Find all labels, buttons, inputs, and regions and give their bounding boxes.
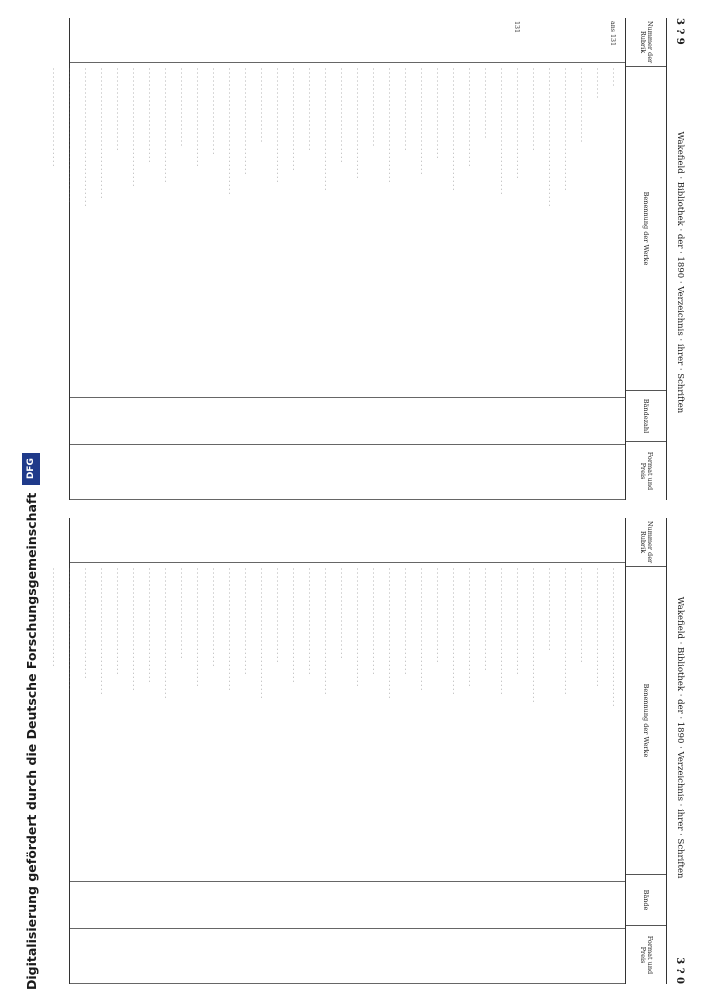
right-page (49, 518, 689, 984)
left-running-head (671, 18, 689, 500)
table-row (139, 518, 155, 984)
right-table (49, 518, 667, 984)
table-row (203, 18, 219, 500)
table-row (171, 518, 187, 984)
table-row (155, 18, 171, 500)
table-row (267, 18, 283, 500)
table-row (379, 518, 395, 984)
row-title: · · · · · · · · (593, 68, 600, 99)
row-title: · · · · · · · · · · · · · · · · · · · · · (545, 568, 552, 651)
table-row (171, 18, 187, 500)
row-title: · · · · · · · · · · · · · · · · · · · · · · · · · · · · · · · · · (385, 568, 392, 699)
table-row (507, 18, 523, 500)
header-count: Bände (626, 875, 666, 926)
table-row (427, 18, 443, 500)
row-title: · · · · · · · · · · · · · · · · · · · · · · · · (145, 68, 152, 163)
row-title: · · · · · · · · · · · · · · · · · · · · · · · · · · · · · · · · (97, 568, 104, 695)
table-row (347, 18, 363, 500)
table-row (587, 18, 603, 500)
row-title: · · · · · · · · · · · · · · · · · · · · · (529, 68, 536, 151)
row-title: · · · · · · · · · · · · · · · · · · · · · · · · · · · · · · · (321, 68, 328, 191)
table-row (267, 518, 283, 984)
row-title: · · · · · · · · · · · · · · · · · · · · · · · · · · · (417, 68, 424, 175)
row-title: · · · · · · · · · · · · · · · · · · · · · · · · (433, 568, 440, 663)
row-number: ans 131 (609, 21, 616, 47)
row-title: · · · · · · · · · · · · · · · · · · · · · · · (177, 568, 184, 659)
table-row (315, 18, 331, 500)
row-title: · · · · · · · · · · · · · · · · · · · · · · · · · · · · · · · · · · (529, 568, 536, 703)
table-row (235, 18, 251, 500)
row-title: · · · · · · · · · · · · · · · · · · · · · · · · · · · · · (273, 68, 280, 183)
dfg-logo-icon: DFG (22, 453, 40, 485)
row-title: · · · · · · · · · · · · · · · · · · · · · · · · · · · · · · · · (321, 568, 328, 695)
row-title: · · · · · · · · · · · · · · · · · · · · · · · · · · · · · · · · · · (65, 68, 72, 203)
row-title: · · · · · · · · · · · · · · · · · · · · · · · · · · · · (81, 568, 88, 679)
table-row (75, 18, 91, 500)
row-title: · · · · · · · · · · · · · · · · · · · · · · · · (577, 568, 584, 663)
header-size: Format und Preis (639, 935, 654, 975)
row-title: · · · · · · · · · · · · · · · · · · · · · · · (433, 68, 440, 159)
table-row (539, 18, 555, 500)
left-table-header (625, 18, 666, 500)
row-title: · · · · · · · · · · · · · · · · · · · · · · · · · · · · · · (193, 568, 200, 687)
table-row (475, 18, 491, 500)
row-title: · · · · · · · · · · · · · · · · · · · · · · · · (273, 568, 280, 663)
table-row (555, 18, 571, 500)
table-row (523, 18, 539, 500)
row-title: · · · · · · · · · · · · · · · · · · · · · · · · · · · · · · · · · · · (609, 568, 616, 707)
table-row (91, 18, 107, 500)
table-row (603, 18, 619, 500)
row-title: · · · · · · · · · · · · · · · · · · · · · · · (337, 568, 344, 659)
row-title: · · · · · · · · · · · · · · · · · · · · · · · · · · · · · · · · (497, 68, 504, 195)
credit-strip (0, 0, 39, 1000)
row-title: · · · · · · · · · · · · · · · · · · · · · · · · · (193, 68, 200, 167)
table-row (331, 18, 347, 500)
table-row (491, 18, 507, 500)
row-title: · · · · · · · · · · · · · · · · · · · · · · · · · · · (113, 568, 120, 675)
left-table (49, 18, 667, 500)
table-row (219, 518, 235, 984)
row-title: · · · · · · · · · · · · · · · · · · · · · · · · (337, 68, 344, 163)
row-title: · · · · · · · · · · · · · · · · · · · · · · · · · · · (513, 568, 520, 675)
left-page-number: 3 ? 9 (674, 18, 686, 45)
table-row (555, 518, 571, 984)
table-row (219, 18, 235, 500)
table-row (43, 518, 59, 984)
row-title: · · · · · (609, 68, 616, 87)
row-title: · · · · · · · · · · · · · · · · · · · · · · · · · · (481, 568, 488, 671)
table-row (331, 518, 347, 984)
table-row (75, 518, 91, 984)
row-title: · · · · · · · · · · · · · · · · · · · · · · · · · · · · · · · · · (97, 68, 104, 199)
row-title: · · · · · · · · · · · · · · · · · · · · (369, 68, 376, 147)
row-title: · · · · · · · · · · · · · · · · · · · · · · · · · · · (369, 568, 376, 675)
table-row (235, 518, 251, 984)
row-title: · · · · · · · · · · · · · · · · · · · · · · · · · · · · · · · · (449, 568, 456, 695)
table-row (315, 518, 331, 984)
table-row (139, 18, 155, 500)
row-number: 131 (513, 21, 520, 34)
table-row (395, 518, 411, 984)
table-row (347, 518, 363, 984)
row-title: · · · · · · · · · · · · · · · · · · · (577, 68, 584, 143)
table-row (43, 18, 59, 500)
row-title: · · · · · · · · · · · · · · · · · · · · · · · · · · · · · (289, 568, 296, 683)
left-table-body (49, 18, 625, 500)
table-row (91, 518, 107, 984)
row-title: · · · · · · · · · · · · · · · · · · · · · · · · · · · (401, 568, 408, 675)
row-title: · · · · · · · · · · · · · · · · · · · · · · · · · · · · · (385, 68, 392, 183)
credit-line (20, 0, 42, 1000)
row-title: · · · · · · · · · · · · · · · · · · · · · · · · · · · · (353, 68, 360, 179)
table-row (363, 18, 379, 500)
table-row (107, 518, 123, 984)
row-title: · · · · · · · · · · · · · · · · · · · · · · · · · · · · · · · · · · · (81, 68, 88, 207)
table-row (251, 518, 267, 984)
row-title: · · · · · · · · · · · · · · · · · · · · · · · · · · · · · · · (449, 68, 456, 191)
row-title: · · · · · · · · · · · · · · · · · · · · · · · · · · · · · · · · · (161, 568, 168, 699)
header-size: Format und Preis (639, 451, 654, 491)
row-title: · · · · · · · · · · · · · · · · · · · · · · · · · · · · · · · · (497, 568, 504, 695)
right-page-title: Wakefield · Bibliothek · der · 1890 · Verzeichnis · ihrer · Schriften (675, 596, 685, 879)
table-row (571, 18, 587, 500)
table-row (299, 518, 315, 984)
table-row (283, 18, 299, 500)
table-row (459, 518, 475, 984)
table-row (283, 518, 299, 984)
row-title: · · · · · · · · · · · · · · · · · · · · · · · · · · · · · · · · (561, 568, 568, 695)
row-title: · · · · · · · · · · · · · · · · · · · · · · · · · · · · · · (129, 68, 136, 187)
header-count: Bändezahl (626, 391, 666, 442)
table-row (251, 18, 267, 500)
row-title: · · · · · · · · · · · · · · · · · · · · · · (209, 68, 216, 155)
table-row (427, 518, 443, 984)
row-title: · · · · · · · · · · · · · · · · · · · · · · · · · (209, 568, 216, 667)
row-title: · · · · · · · · · · · · · · · · · · · · · · · · · · · · · (145, 568, 152, 683)
table-row (603, 518, 619, 984)
row-title: · · · · · · · · · · · · · · · · · · · · · · · · · (49, 568, 56, 667)
right-rows (43, 518, 619, 984)
table-row (363, 518, 379, 984)
row-title: · · · · · · · · · · · · · · · · · · · · · · · · · (465, 68, 472, 167)
header-num: Nummer der Rubrik (626, 518, 666, 567)
row-title: · · · · · · · · · · · · · · · · · · · · · · · · · · · · · · · · (225, 68, 232, 195)
row-title: · · · · · · · · · · · · · · · · · · · · · (401, 68, 408, 151)
left-page-title: Wakefield · Bibliothek · der · 1890 · Verzeichnis · ihrer · Schriften (675, 131, 685, 414)
left-page (49, 18, 689, 500)
table-row (507, 518, 523, 984)
header-num: Nummer der Rubrik (626, 18, 666, 67)
row-title: · · · · · · · · · · · · · · · · · · (481, 68, 488, 139)
table-row (411, 518, 427, 984)
row-title: · · · · · · · · · · · · · · · · · · · · · · · · · · · · · · · (65, 568, 72, 691)
table-row (59, 518, 75, 984)
right-running-head (671, 518, 689, 984)
row-title: · · · · · · · · · · · · · · · · · · · · · · · · · · · · · · · · · · · (545, 68, 552, 207)
table-row (475, 518, 491, 984)
right-table-header (625, 518, 666, 984)
left-rows (43, 18, 619, 500)
header-name: Benennung der Werke (626, 567, 666, 875)
row-title: · · · · · · · · · · · · · · · · · · · · · · · · · · · · · · · (129, 568, 136, 691)
row-title: · · · · · · · · · · · · · · · · · · · · · (305, 68, 312, 151)
row-title: · · · · · · · · · · · · · · · · · · · · (177, 68, 184, 147)
table-row (187, 518, 203, 984)
table-row (539, 518, 555, 984)
page-spread (49, 0, 707, 1000)
row-title: · · · · · · · · · · · · · · · · · · · · · · · · · · · (241, 68, 248, 175)
table-row (491, 518, 507, 984)
row-title: · · · · · · · · · · · · · · · · · · · · · · · · · · (289, 68, 296, 171)
table-row (107, 18, 123, 500)
row-title: · · · · · · · · · · · · · · · · · · · · · · · · · · · (241, 568, 248, 675)
table-row (299, 18, 315, 500)
row-title: · · · · · · · · · · · · · · · · · · · · · · · · · · · · · · · (561, 68, 568, 191)
row-title: · · · · · · · · · · · · · · · · · · · · · · · · · · · · · · · (225, 568, 232, 691)
table-row (523, 518, 539, 984)
row-title: · · · · · · · · · · · · · · · · · · · · · · · · · · · · · · (593, 568, 600, 687)
row-title: · · · · · · · · · · · · · · · · · · · · · · · · · · · (305, 568, 312, 675)
row-title: · · · · · · · · · · · · · · · · · · · (257, 68, 264, 143)
table-row (571, 518, 587, 984)
table-row (187, 18, 203, 500)
row-title: · · · · · · · · · · · · · · · · · · · · · · · · · · · · (513, 68, 520, 179)
table-row (395, 18, 411, 500)
table-row (443, 518, 459, 984)
row-title: · · · · · · · · · · · · · · · · · · · · · · · · · · · · · · · · · (257, 568, 264, 699)
row-title: · · · · · · · · · · · · · · · · · · · · · · · · · · · · · · · (417, 568, 424, 691)
table-row (123, 518, 139, 984)
table-row (59, 18, 75, 500)
table-row (379, 18, 395, 500)
right-table-body (49, 518, 625, 984)
table-row (203, 518, 219, 984)
table-row (459, 18, 475, 500)
credit-text: Digitalisierung gefördert durch die Deutsche Forschungsgemeinschaft (23, 492, 39, 990)
header-name: Benennung der Werke (626, 67, 666, 391)
row-title: · · · · · · · · · · · · · · · · · · · · · · · · · · · · · (161, 68, 168, 183)
table-row (411, 18, 427, 500)
table-row (443, 18, 459, 500)
row-title: · · · · · · · · · · · · · · · · · · · · · (113, 68, 120, 151)
row-title: · · · · · · · · · · · · · · · · · · · · · · · · · · · · · · (465, 568, 472, 687)
row-title: · · · · · · · · · · · · · · · · · · · · · · · · · (49, 68, 56, 167)
table-row (155, 518, 171, 984)
table-row (587, 518, 603, 984)
right-page-number: 3 ? 0 (674, 957, 686, 984)
table-row (123, 18, 139, 500)
row-title: · · · · · · · · · · · · · · · · · · · · · · · · · · · · · · (353, 568, 360, 687)
